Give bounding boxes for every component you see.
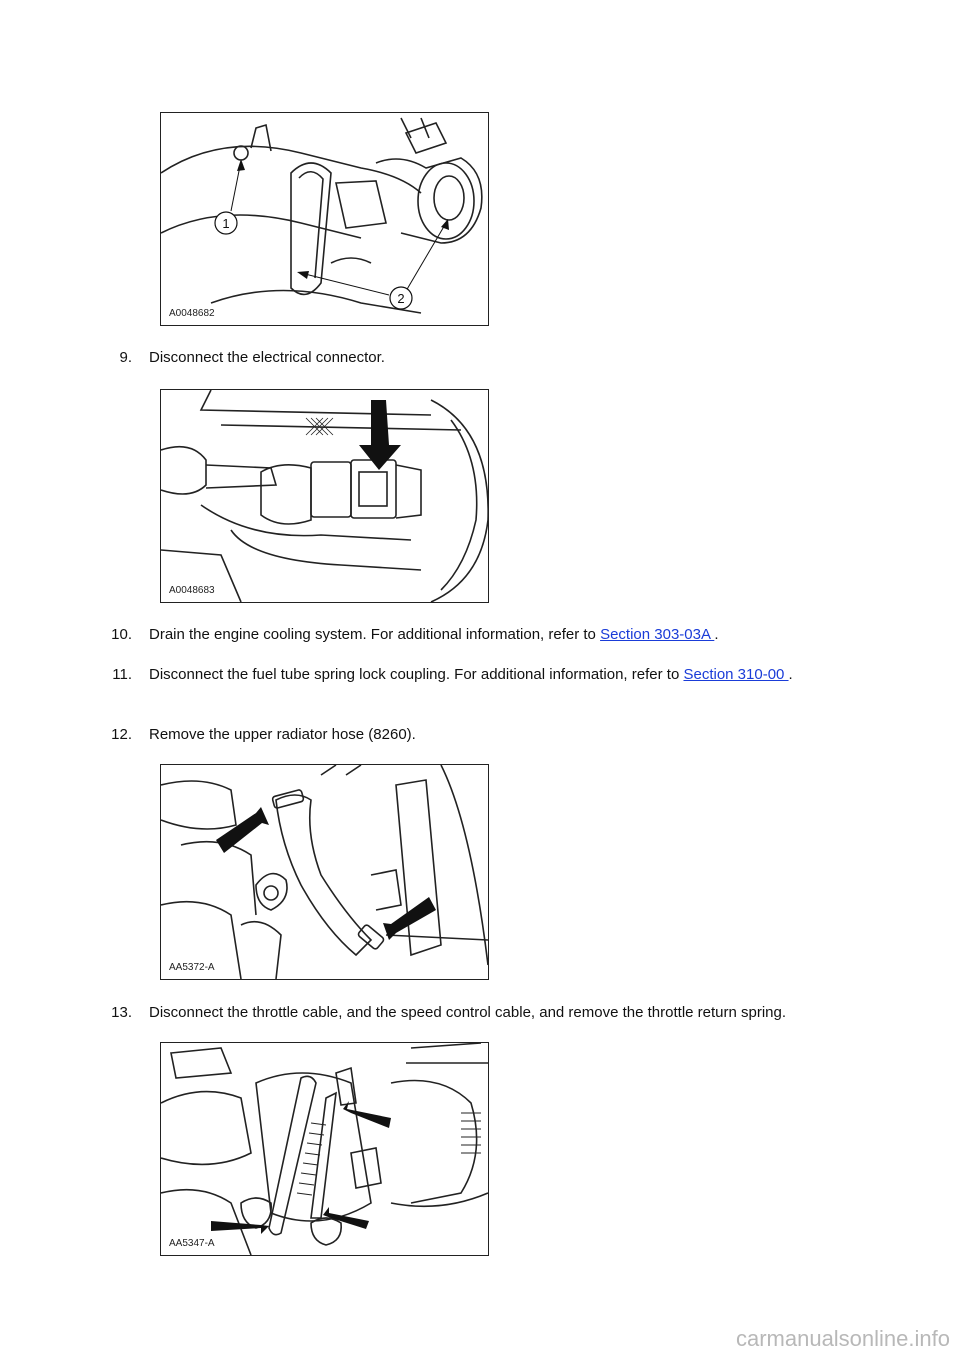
illustration-electrical-connector xyxy=(161,390,488,602)
step-text: Remove the upper radiator hose (8260). xyxy=(149,726,416,743)
indicator-arrow xyxy=(211,1221,269,1234)
step-text: Disconnect the throttle cable, and the speed control cable, and remove the throttle return spring. xyxy=(149,1004,787,1021)
step-12 xyxy=(92,724,839,746)
step-9 xyxy=(92,347,839,369)
figure-electrical-connector xyxy=(160,389,489,603)
step-text-body: Disconnect the fuel tube spring lock coupling. For additional information, refer to xyxy=(149,666,684,683)
step-text xyxy=(149,664,839,686)
leader-line-2b xyxy=(406,223,446,291)
step-number: 10. xyxy=(111,626,132,643)
step-text-after: . xyxy=(714,626,719,643)
step-number: 12. xyxy=(111,726,132,743)
callout-label-1: 1 xyxy=(222,216,230,231)
illustration-throttle-cable xyxy=(161,1043,488,1255)
step-13 xyxy=(92,1002,939,1024)
step-text xyxy=(149,624,839,646)
figure-code: A0048683 xyxy=(169,585,215,596)
leader-line-2a xyxy=(301,273,389,295)
step-number: 11. xyxy=(112,666,132,683)
illustration-radiator-hose xyxy=(161,765,488,979)
section-310-00-link[interactable]: Section 310-00 xyxy=(683,666,789,683)
indicator-arrow xyxy=(343,1101,391,1128)
indicator-arrow xyxy=(216,807,269,853)
figure-throttle-cable xyxy=(160,1042,489,1256)
step-11 xyxy=(92,664,839,686)
figure-radiator-hose xyxy=(160,764,489,980)
figure-code: A0048682 xyxy=(169,308,215,319)
figure-code: AA5347-A xyxy=(169,1238,215,1249)
illustration-air-intake xyxy=(161,113,488,325)
step-10 xyxy=(92,624,839,646)
step-text-body: Drain the engine cooling system. For additional information, refer to xyxy=(149,626,601,643)
watermark: carmanualsonline.info xyxy=(735,1326,950,1351)
step-text-after: . xyxy=(788,666,793,683)
step-text: Disconnect the electrical connector. xyxy=(149,349,385,366)
step-number: 13. xyxy=(111,1004,132,1021)
figure-code: AA5372-A xyxy=(169,962,215,973)
step-number: 9. xyxy=(119,349,132,366)
figure-air-intake-clamp xyxy=(160,112,489,326)
callout-label-2: 2 xyxy=(397,291,405,306)
section-303-03a-link[interactable]: Section 303-03A xyxy=(600,626,715,643)
